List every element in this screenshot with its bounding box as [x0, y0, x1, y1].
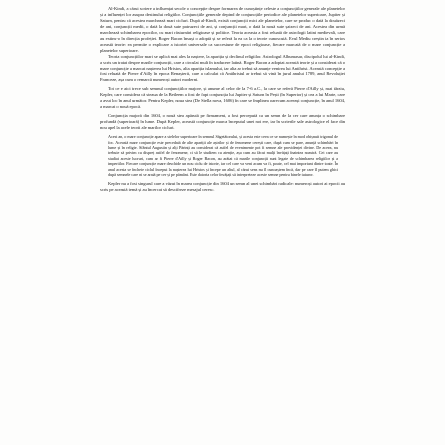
text-column [100, 6, 345, 193]
paragraph: Kepler nu a fost singurul care a văzut în marea conjuncție din 1604 un semn al unei schimbări radicale: numeroși autori ai epocii au scris pe această temă și au încercat să descifreze mesajul ceresc. [100, 180, 345, 192]
paragraph: Teoria conjuncțiilor mari se aplică mai ales la naștere, la apariția și declinul religiilor. Astrologul Albumasar, discipolul lui al-Kindi, a scris un tratat despre marile conjuncții, care a circulat mult în traducere latină. Roger Bacon a adoptat această teorie și a considerat că o mare conjuncție a marcat nașterea lui Hristos, alta apariția islamului, iar alta ar trebui să anunțe venirea lui Antihrist. Această concepție a fost reluată de Pierre d'Ailly în epoca Renașterii, care a calculat că Antihristul ar trebui să vină în jurul anului 1789, anul Revoluției Franceze, așa cum o remarcă numeroși autori moderni. [100, 53, 345, 83]
quote-paragraph: Acest an, o mare conjuncție apare a stelelor superioare în semnul Săgetătorului, și acesta este ceea ce se numește în mod obișnuit trigonul de foc. Această mare conjuncție este precedată de alte apariții ale aștrilor și de fenomene cerești care, după cum se pare, anunță schimbări în lume și în religie. Sfântul Augustin și alți Părinți au considerat că astfel de evenimente pot fi semne ale providenței divine. De aceea, nu trebuie să privim cu dispreț astfel de fenomene, ci să le studiem cu atenție, așa cum au făcut mulți învățați înaintea noastră. Cei care au studiat aceste lucruri, cum ar fi Pierre d'Ailly și Roger Bacon, au arătat că marile conjuncții sunt legate de schimbarea religiilor și a imperiilor. Fiecare conjuncție mare deschide un nou ciclu de istorie, iar cel care va veni acum va fi, poate, cel mai important dintre toate. În anul acesta se încheie ciclul început la nașterea lui Hristos și începe un altul, al cărui sens nu îl cunoaștem încă, dar pe care îl putem ghici după semnele care ni se arată pe cer și pe pământ. Este datoria celor învățați să interpreteze aceste semne pentru binele tuturor. [108, 134, 338, 178]
paragraph: Al-Kindi, a cărui scriere a influențat secole o concepție despre formarea de cunoștințe celeste a conjuncțiilor generale ale planetelor și a influenței lor asupra destinului religiilor. Conjuncțiile generale depind de conjuncțiile periodice ale planetelor superioare, Jupiter și Saturn, pentru că acestea marchează mari cicluri. După al-Kindi, există conjuncții mici ale planetelor, care se produc o dată la douăzeci de ani, conjuncții medii, o dată la două sute patruzeci de ani, și conjuncții mari, o dată la nouă sute șaizeci de ani. Acestea din urmă marchează schimbarea epocilor, cu mari răsturnări religioase și politice. Teoria aceasta a fost reluată de astrologii latini medievali, care au extins-o în direcția profeției. Roger Bacon însuși o adoptă și se referă la ea ca la o teorie cunoscută. Evul Mediu creștin ia în serios această teorie: ea permite o explicare a istoriei universale ca succesiune de epoci religioase, fiecare marcată de o mare conjuncție a planetelor superioare. [100, 6, 345, 53]
paragraph: Conjuncția majoră din 1604, o nouă stea apărută pe firmament, a fost percepută ca un semn de la cer care anunța o schimbare profundă (superioară) în lume. După Kepler, această conjuncție marca începutul unei noi ere, iar în scrierile sale astrologice el face din nou apel la acele teorii ale marilor cicluri. [100, 113, 345, 131]
block-quote [108, 134, 338, 178]
paragraph: Tot ce e aici trece sub semnul conjuncțiilor majore, și anume al celor de la 7-6 a.C., la care se referă Pierre d'Ailly și, mai târziu, Kepler, care considera că steaua de la Betleem a fost de fapt conjuncția lui Jupiter și Saturn în Pești (în Superior) și cea a lui Marte, care a avut loc în anul următor. Pentru Kepler, noua stea (De Stella nova, 1606) în care se împlinea oarecum aceeași conjuncție, în anul 1604, a marcat o nouă epocă. [100, 86, 345, 110]
